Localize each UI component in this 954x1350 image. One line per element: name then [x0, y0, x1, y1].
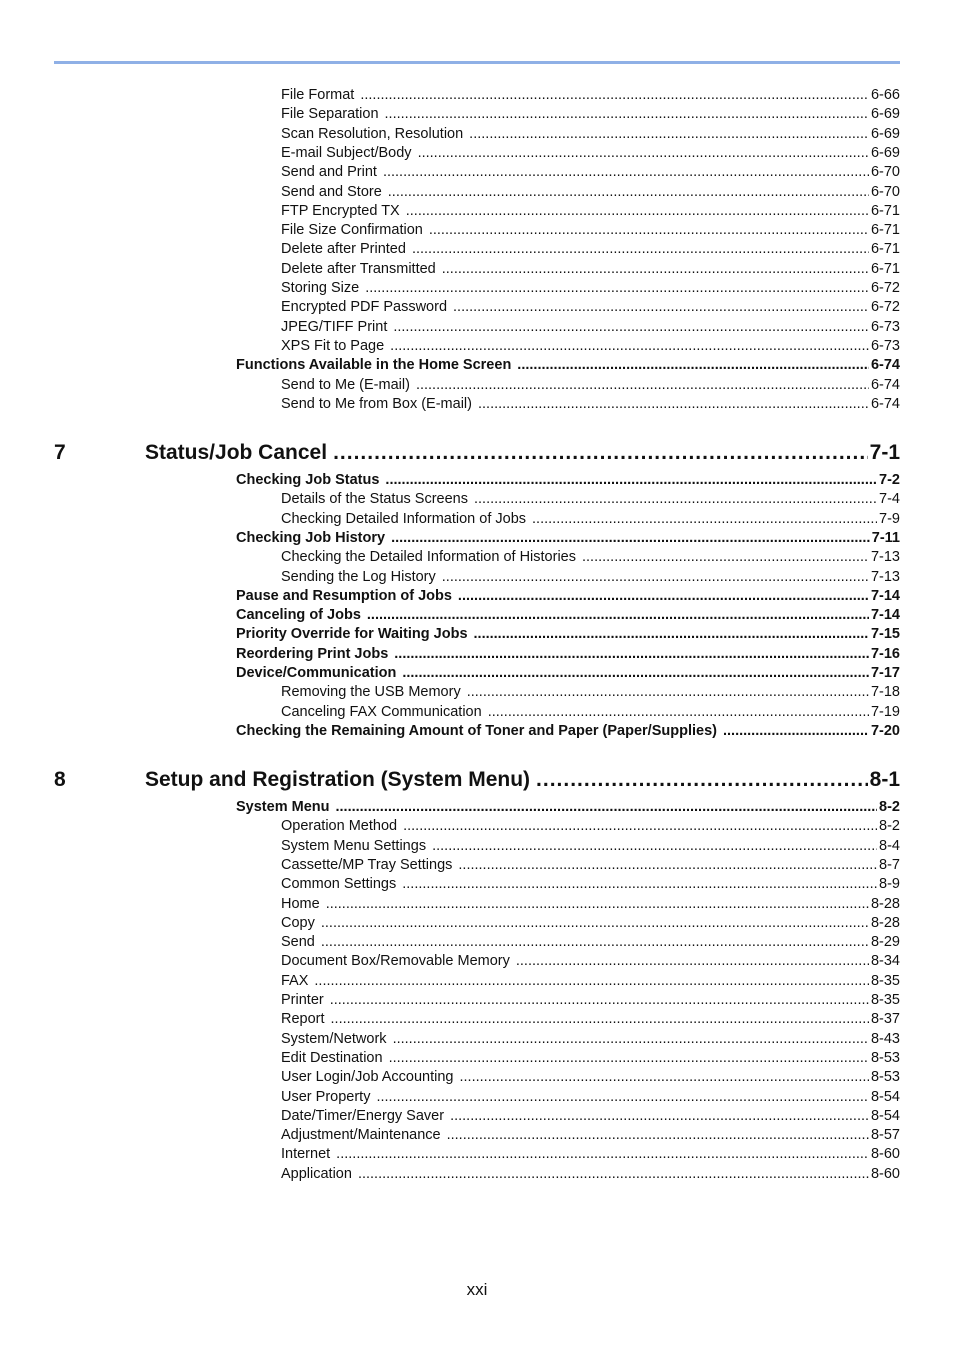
- toc-subsection-entry[interactable]: [281, 298, 900, 317]
- toc-entry-title: E-mail Subject/Body: [281, 144, 412, 161]
- toc-entry-page: 8-60: [870, 1165, 900, 1182]
- dot-leader: [383, 163, 869, 182]
- toc-subsection-entry[interactable]: [281, 510, 900, 529]
- toc-entry-title: Report: [281, 1011, 325, 1028]
- toc-subsection-entry[interactable]: [281, 548, 900, 567]
- toc-entry-title: System/Network: [281, 1030, 387, 1047]
- dot-leader: [406, 202, 869, 221]
- dot-leader: [389, 1049, 869, 1068]
- toc-entry-page: 8-53: [870, 1069, 900, 1086]
- dot-leader: [393, 1030, 869, 1049]
- dot-leader: [393, 318, 869, 337]
- dot-leader: [330, 991, 869, 1010]
- toc-entry-title: Checking Job Status: [236, 472, 380, 488]
- toc-section-entry[interactable]: [236, 587, 900, 606]
- toc-entry-title: Send to Me from Box (E-mail): [281, 395, 472, 412]
- dot-leader: [536, 766, 868, 794]
- dot-leader: [432, 837, 877, 856]
- toc-subsection-entry[interactable]: [281, 991, 900, 1010]
- toc-subsection-entry[interactable]: [281, 144, 900, 163]
- toc-subsection-entry[interactable]: [281, 1068, 900, 1087]
- toc-entry-page: 8-57: [870, 1127, 900, 1144]
- toc-subsection-entry[interactable]: [281, 1107, 900, 1126]
- toc-subsection-entry[interactable]: [281, 703, 900, 722]
- dot-leader: [402, 664, 869, 683]
- toc-entry-page: 7-14: [870, 607, 900, 624]
- dot-leader: [402, 875, 877, 894]
- toc-subsection-entry[interactable]: [281, 568, 900, 587]
- toc-entry-page: 7-13: [870, 549, 900, 566]
- toc-entry-title: Canceling FAX Communication: [281, 703, 482, 720]
- toc-entry-title: Checking Job History: [236, 529, 386, 546]
- toc-entry-title: Date/Timer/Energy Saver: [281, 1107, 445, 1124]
- toc-section-entry[interactable]: [236, 606, 900, 625]
- dot-leader: [391, 529, 870, 548]
- toc-entry-page: 7-9: [879, 510, 900, 527]
- dot-leader: [394, 645, 869, 664]
- chapter-page: 8-1: [869, 768, 900, 791]
- toc-entry-page: 6-71: [870, 202, 900, 219]
- toc-entry-title: File Size Confirmation: [281, 222, 423, 239]
- toc-subsection-entry[interactable]: [281, 895, 900, 914]
- toc-entry-page: 6-73: [870, 318, 900, 335]
- toc-subsection-entry[interactable]: [281, 183, 900, 202]
- dot-leader: [326, 895, 869, 914]
- toc-entry-title: Delete after Printed: [281, 241, 406, 258]
- dot-leader: [360, 86, 869, 105]
- toc-entry-title: Checking Detailed Information of Jobs: [281, 510, 527, 527]
- toc-entry-title: Printer: [281, 992, 324, 1008]
- dot-leader: [314, 972, 869, 991]
- dot-leader: [467, 683, 869, 702]
- toc-entry-page: 8-29: [870, 934, 900, 951]
- dot-leader: [469, 125, 869, 144]
- toc-entry-title: Details of the Status Screens: [281, 491, 468, 508]
- toc-subsection-entry[interactable]: [281, 1088, 900, 1107]
- dot-leader: [403, 817, 877, 836]
- toc-entry-title: Device/Communication: [236, 665, 397, 681]
- toc-section-entry[interactable]: [236, 529, 900, 548]
- dot-leader: [412, 240, 869, 259]
- toc-entry-page: 6-72: [870, 280, 900, 296]
- chapter-page: 7-1: [869, 441, 900, 464]
- toc-entry-page: 6-66: [870, 87, 900, 103]
- dot-leader: [516, 952, 869, 971]
- toc-subsection-entry[interactable]: [281, 125, 900, 144]
- toc-entry-page: 6-74: [870, 395, 900, 412]
- toc-entry-title: FAX: [281, 972, 309, 989]
- dot-leader: [321, 933, 869, 952]
- toc-entry-page: 8-60: [870, 1146, 900, 1163]
- toc-entry-page: 8-35: [870, 972, 900, 989]
- toc-subsection-entry[interactable]: [281, 105, 900, 124]
- dot-leader: [429, 221, 869, 240]
- toc-entry-title: System Menu: [236, 799, 330, 815]
- toc-entry-page: 8-2: [879, 799, 900, 815]
- toc-entry-title: Checking the Detailed Information of Histories: [281, 549, 576, 566]
- toc-entry-title: FTP Encrypted TX: [281, 202, 400, 219]
- dot-leader: [321, 914, 869, 933]
- toc-entry-title: Adjustment/Maintenance: [281, 1127, 441, 1144]
- toc-entry-page: 8-2: [879, 818, 900, 835]
- dot-leader: [385, 471, 877, 490]
- toc-subsection-entry[interactable]: [281, 221, 900, 240]
- toc-subsection-entry[interactable]: [281, 1030, 900, 1049]
- dot-leader: [336, 1145, 869, 1164]
- dot-leader: [442, 260, 869, 279]
- toc-subsection-entry[interactable]: [281, 1049, 900, 1068]
- toc-entry-page: 8-28: [870, 895, 900, 912]
- dot-leader: [331, 1010, 869, 1029]
- toc-entry-page: 7-15: [870, 626, 900, 643]
- toc-subsection-entry[interactable]: [281, 1145, 900, 1164]
- toc-entry-page: 8-54: [870, 1088, 900, 1105]
- toc-entry-title: User Property: [281, 1088, 371, 1105]
- dot-leader: [367, 606, 869, 625]
- toc-subsection-entry[interactable]: [281, 856, 900, 875]
- toc-subsection-entry[interactable]: [281, 86, 900, 105]
- toc-entry-page: 6-69: [870, 125, 900, 142]
- dot-leader: [390, 337, 869, 356]
- dot-leader: [582, 548, 869, 567]
- toc-subsection-entry[interactable]: [281, 972, 900, 991]
- dot-leader: [442, 568, 869, 587]
- toc-entry-title: Home: [281, 895, 320, 912]
- toc-entry-page: 6-71: [870, 222, 900, 239]
- toc-entry-page: 7-19: [870, 703, 900, 720]
- toc-entry-page: 8-53: [870, 1049, 900, 1066]
- toc-subsection-entry[interactable]: [281, 837, 900, 856]
- toc-entry-title: System Menu Settings: [281, 837, 427, 854]
- toc-entry-page: 8-35: [870, 992, 900, 1008]
- toc-entry-page: 6-71: [870, 260, 900, 277]
- toc-section-entry[interactable]: [236, 471, 900, 490]
- toc-subsection-entry[interactable]: [281, 240, 900, 259]
- chapter-number: 8: [54, 768, 66, 791]
- toc-entry-title: Send and Store: [281, 183, 382, 200]
- toc-entry-title: Functions Available in the Home Screen: [236, 357, 512, 374]
- dot-leader: [365, 279, 869, 298]
- toc-entry-page: 7-2: [879, 472, 900, 488]
- toc-entry-title: Checking the Remaining Amount of Toner and Paper (Paper/Supplies): [236, 722, 717, 739]
- toc-entry-title: Document Box/Removable Memory: [281, 953, 510, 970]
- toc-entry-title: JPEG/TIFF Print: [281, 318, 388, 335]
- toc-entry-title: Delete after Transmitted: [281, 260, 436, 277]
- toc-subsection-entry[interactable]: [281, 260, 900, 279]
- chapter-heading[interactable]: [145, 766, 900, 794]
- toc-section-entry[interactable]: [236, 625, 900, 644]
- toc-entry-title: Sending the Log History: [281, 568, 436, 585]
- toc-subsection-entry[interactable]: [281, 1126, 900, 1145]
- page-number: xxi: [466, 1280, 488, 1299]
- dot-leader: [460, 1068, 869, 1087]
- dot-leader: [474, 490, 877, 509]
- toc-entry-page: 7-17: [870, 665, 900, 681]
- chapter-title: Status/Job Cancel: [145, 441, 328, 464]
- toc-subsection-entry[interactable]: [281, 337, 900, 356]
- toc-subsection-entry[interactable]: [281, 279, 900, 298]
- toc-entry-page: 6-74: [870, 357, 900, 374]
- dot-leader: [453, 298, 869, 317]
- toc-entry-title: Pause and Resumption of Jobs: [236, 587, 452, 604]
- toc-subsection-entry[interactable]: [281, 1010, 900, 1029]
- toc-entry-page: 7-20: [870, 722, 900, 739]
- toc-entry-title: File Separation: [281, 106, 379, 123]
- toc-entry-title: Send to Me (E-mail): [281, 376, 410, 393]
- toc-entry-page: 6-70: [870, 164, 900, 181]
- toc-section-entry[interactable]: [236, 356, 900, 375]
- dot-leader: [416, 376, 869, 395]
- toc-subsection-entry[interactable]: [281, 875, 900, 894]
- dot-leader: [333, 439, 868, 467]
- toc-subsection-entry[interactable]: [281, 490, 900, 509]
- toc-entry-title: Common Settings: [281, 876, 397, 893]
- dot-leader: [376, 1088, 869, 1107]
- header-rule: [54, 61, 900, 64]
- dot-leader: [335, 798, 877, 817]
- toc-entry-page: 6-69: [870, 106, 900, 123]
- toc-section-entry[interactable]: [236, 664, 900, 683]
- dot-leader: [478, 395, 869, 414]
- toc-subsection-entry[interactable]: [281, 202, 900, 221]
- toc-section-entry[interactable]: [236, 798, 900, 817]
- toc-entry-page: 8-37: [870, 1011, 900, 1028]
- toc-section-entry[interactable]: [236, 645, 900, 664]
- toc-entry-page: 6-73: [870, 337, 900, 354]
- toc-entry-title: Copy: [281, 914, 315, 931]
- toc-entry-title: XPS Fit to Page: [281, 337, 385, 354]
- toc-subsection-entry[interactable]: [281, 318, 900, 337]
- toc-entry-title: Application: [281, 1165, 352, 1182]
- chapter-heading[interactable]: [145, 439, 900, 467]
- chapter-number: 7: [54, 441, 66, 464]
- toc-entry-title: Removing the USB Memory: [281, 684, 461, 701]
- toc-entry-title: User Login/Job Accounting: [281, 1069, 454, 1086]
- toc-subsection-entry[interactable]: [281, 933, 900, 952]
- dot-leader: [723, 722, 869, 741]
- toc-subsection-entry[interactable]: [281, 952, 900, 971]
- toc-entry-title: Send: [281, 934, 315, 951]
- toc-subsection-entry[interactable]: [281, 376, 900, 395]
- toc-subsection-entry[interactable]: [281, 683, 900, 702]
- toc-entry-title: File Format: [281, 87, 355, 103]
- toc-entry-page: 6-72: [870, 299, 900, 316]
- toc-entry-title: Encrypted PDF Password: [281, 299, 448, 316]
- toc-entry-page: 8-28: [870, 914, 900, 931]
- dot-leader: [358, 1165, 869, 1184]
- dot-leader: [450, 1107, 869, 1126]
- toc-entry-page: 8-4: [879, 837, 900, 854]
- chapter-title: Setup and Registration (System Menu): [145, 768, 531, 791]
- toc-entry-page: 7-16: [870, 645, 900, 662]
- dot-leader: [458, 856, 877, 875]
- toc-entry-page: 7-13: [870, 568, 900, 585]
- toc-entry-title: Storing Size: [281, 280, 360, 296]
- toc-entry-page: 6-74: [870, 376, 900, 393]
- toc-subsection-entry[interactable]: [281, 817, 900, 836]
- toc-entry-page: 7-14: [870, 587, 900, 604]
- toc-entry-title: Cassette/MP Tray Settings: [281, 856, 453, 873]
- toc-entry-title: Edit Destination: [281, 1049, 383, 1066]
- toc-entry-title: Send and Print: [281, 164, 377, 181]
- dot-leader: [385, 105, 869, 124]
- dot-leader: [447, 1126, 869, 1145]
- toc-entry-title: Priority Override for Waiting Jobs: [236, 626, 468, 643]
- dot-leader: [458, 587, 869, 606]
- dot-leader: [532, 510, 877, 529]
- toc-entry-page: 8-34: [870, 953, 900, 970]
- toc-entry-page: 7-18: [870, 684, 900, 701]
- toc-entry-page: 8-7: [879, 856, 900, 873]
- dot-leader: [418, 144, 869, 163]
- toc-entry-page: 6-71: [870, 241, 900, 258]
- toc-entry-title: Reordering Print Jobs: [236, 645, 389, 662]
- toc-entry-title: Operation Method: [281, 818, 398, 835]
- toc-subsection-entry[interactable]: [281, 1165, 900, 1184]
- toc-entry-title: Scan Resolution, Resolution: [281, 125, 464, 142]
- toc-entry-title: Internet: [281, 1146, 331, 1163]
- dot-leader: [517, 356, 869, 375]
- dot-leader: [388, 183, 869, 202]
- toc-entry-page: 7-4: [879, 491, 900, 508]
- toc-subsection-entry[interactable]: [281, 914, 900, 933]
- toc-entry-title: Canceling of Jobs: [236, 607, 361, 624]
- toc-subsection-entry[interactable]: [281, 395, 900, 414]
- dot-leader: [474, 625, 869, 644]
- toc-entry-page: 8-43: [870, 1030, 900, 1047]
- toc-section-entry[interactable]: [236, 722, 900, 741]
- toc-entry-page: 8-9: [879, 876, 900, 893]
- toc-entry-page: 6-69: [870, 144, 900, 161]
- toc-entry-page: 8-54: [870, 1107, 900, 1124]
- toc-subsection-entry[interactable]: [281, 163, 900, 182]
- toc-entry-page: 7-11: [871, 529, 900, 546]
- toc-entry-page: 6-70: [870, 183, 900, 200]
- dot-leader: [488, 703, 869, 722]
